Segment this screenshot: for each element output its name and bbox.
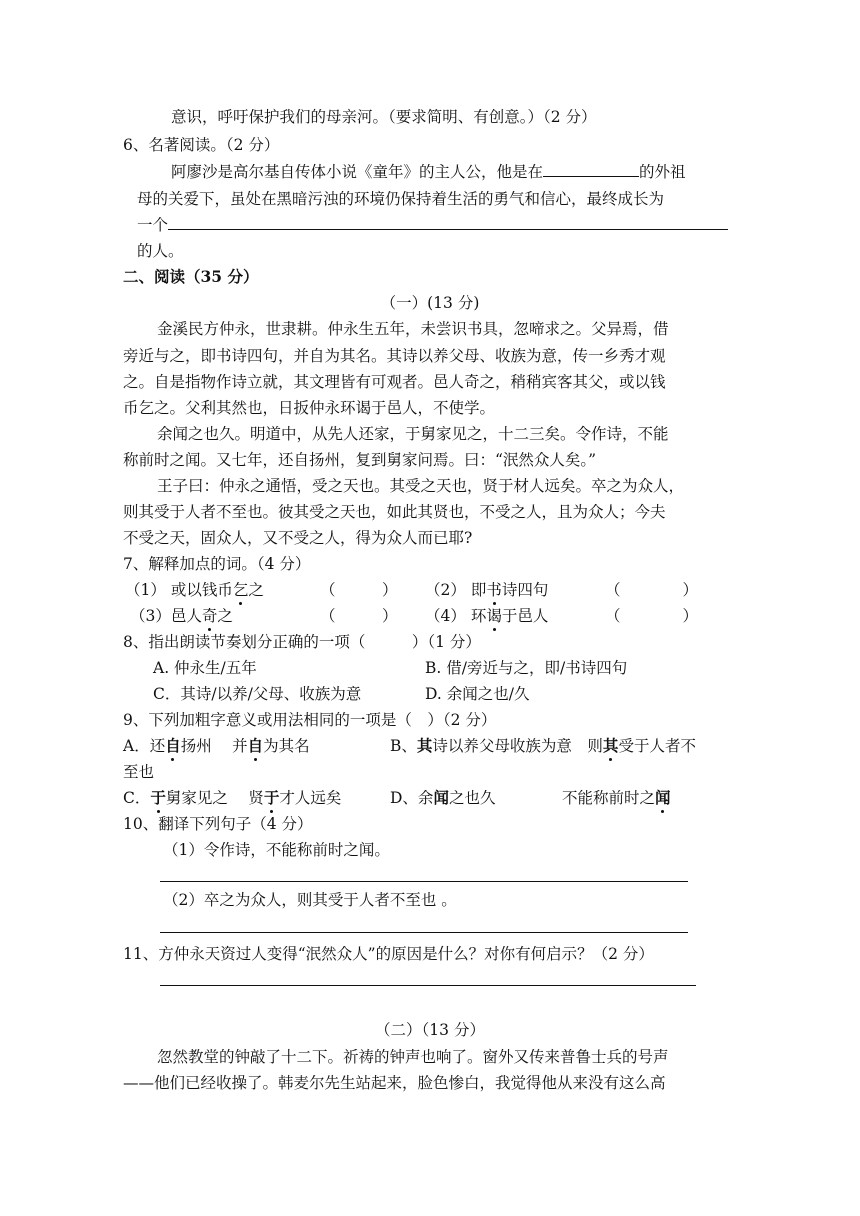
q6-line1-text-a: 阿廖沙是高尔基自传体小说《童年》的主人公，他是在 bbox=[171, 163, 544, 181]
q6-line4: 的人。 bbox=[137, 242, 184, 260]
passage1-line: 之。自是指物作诗立就，其文理皆有可观者。邑人奇之，稍稍宾客其父，或以钱 bbox=[123, 373, 666, 391]
q11-title: 11、方仲永天资过人变得“泯然众人”的原因是什么？对你有何启示？（2 分） bbox=[123, 945, 654, 963]
bold-dotted-char: 其 bbox=[602, 736, 619, 755]
passage2-line: 余闻之也久。明道中，从先人还家，于舅家见之，十二三矣。令作诗，不能 bbox=[157, 425, 669, 443]
item-text: 即 bbox=[470, 581, 487, 599]
item-text: 或以钱币 bbox=[170, 581, 233, 599]
part2-title: （二）（13 分） bbox=[375, 1021, 485, 1039]
q9-option-b[interactable] bbox=[390, 736, 696, 756]
answer-line-1[interactable] bbox=[160, 881, 688, 882]
option-text: 之也久 bbox=[448, 789, 496, 807]
option-text: 扬州 并 bbox=[180, 737, 248, 755]
q5-tail: 意识，呼吁保护我们的母亲河。（要求简明、有创意。）（2 分） bbox=[171, 108, 597, 126]
bold-dotted-char: 闻 bbox=[655, 788, 671, 807]
item-text: 邑人 bbox=[170, 607, 202, 625]
dotted-char: 书 bbox=[486, 581, 502, 599]
passage4-line: ——他们已经收操了。韩麦尔先生站起来，脸色惨白，我觉得他从来没有这么高 bbox=[123, 1074, 666, 1092]
part1-title: （一）(13 分) bbox=[380, 294, 480, 312]
answer-blank-1[interactable] bbox=[543, 162, 639, 177]
passage3-line: 王子曰：仲永之通悟，受之天也。其受之天也，贤于材人远矣。卒之为众人， bbox=[157, 477, 685, 495]
bold-char: 闻 bbox=[433, 788, 449, 807]
passage1-line: 旁近与之，即书诗四句，并自为其名。其诗以养父母、收族为意，传一乡秀才观 bbox=[123, 347, 666, 365]
option-label: B、 bbox=[390, 737, 417, 755]
q8-option-a[interactable]: A. 仲永生/五年 bbox=[153, 659, 257, 677]
option-text: 舅家见之 贤 bbox=[165, 789, 264, 807]
item-text: 之 bbox=[217, 607, 233, 625]
q7-item-3 bbox=[130, 606, 233, 626]
passage1-line: 金溪民方仲永，世隶耕。仲永生五年，未尝识书具，忽啼求之。父异焉，借 bbox=[157, 320, 669, 338]
option-text: 为其名 bbox=[263, 737, 310, 755]
passage2-line: 称前时之闻。又七年，还自扬州，复到舅家问焉。曰：“泯然众人矣。” bbox=[123, 451, 597, 469]
answer-blank-2[interactable] bbox=[168, 215, 728, 230]
bold-char: 其 bbox=[416, 736, 433, 755]
q10-sentence-2: （2）卒之为众人，则其受于人者不至也 。 bbox=[163, 891, 457, 909]
q7-answer-1[interactable]: （ ） bbox=[320, 581, 398, 599]
bold-dotted-char: 于 bbox=[150, 788, 166, 807]
item-text: 于邑人 bbox=[501, 607, 549, 625]
passage4-line: 忽然教堂的钟敲了十二下。祈祷的钟声也响了。窗外又传来普鲁士兵的号声 bbox=[157, 1048, 669, 1066]
bold-dotted-char: 自 bbox=[165, 736, 181, 755]
q6-line3 bbox=[137, 215, 728, 235]
q10-sentence-1: （1）令作诗，不能称前时之闻。 bbox=[163, 841, 390, 859]
q9-option-a[interactable] bbox=[123, 736, 310, 756]
q10-title: 10、翻译下列句子（4 分） bbox=[123, 815, 313, 833]
option-label: A．还 bbox=[123, 737, 166, 755]
q8-title: 8、指出朗读节奏划分正确的一项（ ）（1 分） bbox=[123, 633, 481, 651]
item-text: 之 bbox=[248, 581, 264, 599]
q9-option-d-part2 bbox=[562, 788, 671, 808]
q9-option-b-continued: 至也 bbox=[123, 763, 155, 781]
option-text: 才人远矣 bbox=[279, 789, 342, 807]
q9-title: 9、下列加粗字意义或用法相同的一项是（ ）（2 分） bbox=[123, 711, 497, 729]
item-number: （1） bbox=[125, 581, 166, 599]
option-text: 诗以养父母收族为意 则 bbox=[432, 737, 603, 755]
dotted-char: 谒 bbox=[486, 607, 502, 625]
option-label: C． bbox=[123, 789, 151, 807]
q9-option-d[interactable] bbox=[390, 788, 495, 808]
item-text: 诗四句 bbox=[501, 581, 549, 599]
q6-line1 bbox=[171, 162, 686, 182]
item-number: （2） bbox=[425, 581, 466, 599]
q7-item-1 bbox=[125, 580, 264, 600]
dotted-char: 奇 bbox=[201, 607, 218, 625]
q7-answer-2[interactable]: （ ） bbox=[605, 581, 699, 599]
item-number: （3） bbox=[130, 607, 171, 625]
q6-line3-text: 一个 bbox=[137, 216, 169, 234]
section-title: 二、阅读（35 分） bbox=[123, 267, 259, 286]
q8-option-d[interactable]: D. 余闻之也/久 bbox=[425, 685, 530, 703]
item-text: 环 bbox=[470, 607, 487, 625]
q8-option-c[interactable]: C．其诗/以养/父母、收族为意 bbox=[153, 685, 362, 703]
q7-title: 7、解释加点的词。（4 分） bbox=[123, 555, 311, 573]
passage3-line: 则其受于人者不至也。彼其受之天也，如此其贤也，不受之人，且为众人；今夫 bbox=[123, 503, 666, 521]
passage3-line: 不受之天，固众人，又不受之人，得为众人而已耶? bbox=[123, 529, 473, 547]
option-text: 不能称前时之 bbox=[562, 789, 656, 807]
q7-item-2 bbox=[425, 580, 548, 600]
q9-option-c[interactable] bbox=[123, 788, 341, 808]
q6-title: 6、名著阅读。（2 分） bbox=[123, 136, 280, 154]
answer-line-3[interactable] bbox=[160, 985, 696, 986]
item-number: （4） bbox=[425, 607, 466, 625]
answer-line-2[interactable] bbox=[160, 932, 688, 933]
q8-option-b[interactable]: B. 借/旁近与之，即/书诗四句 bbox=[425, 659, 628, 677]
bold-dotted-char: 于 bbox=[263, 788, 280, 807]
passage1-line: 币乞之。父利其然也，日扳仲永环谒于邑人，不使学。 bbox=[123, 399, 496, 417]
option-text: 受于人者不 bbox=[618, 737, 696, 755]
q7-item-4 bbox=[425, 606, 548, 626]
q6-line1-text-b: 的外祖 bbox=[639, 163, 686, 181]
q7-answer-3[interactable]: （ ） bbox=[320, 607, 398, 625]
bold-dotted-char: 自 bbox=[247, 736, 264, 755]
dotted-char: 乞 bbox=[232, 581, 249, 599]
q6-line2: 母的关爱下，虽处在黑暗污浊的环境仍保持着生活的勇气和信心，最终成长为 bbox=[137, 190, 665, 208]
q7-answer-4[interactable]: （ ） bbox=[605, 607, 699, 625]
option-label: D、余 bbox=[390, 789, 434, 807]
